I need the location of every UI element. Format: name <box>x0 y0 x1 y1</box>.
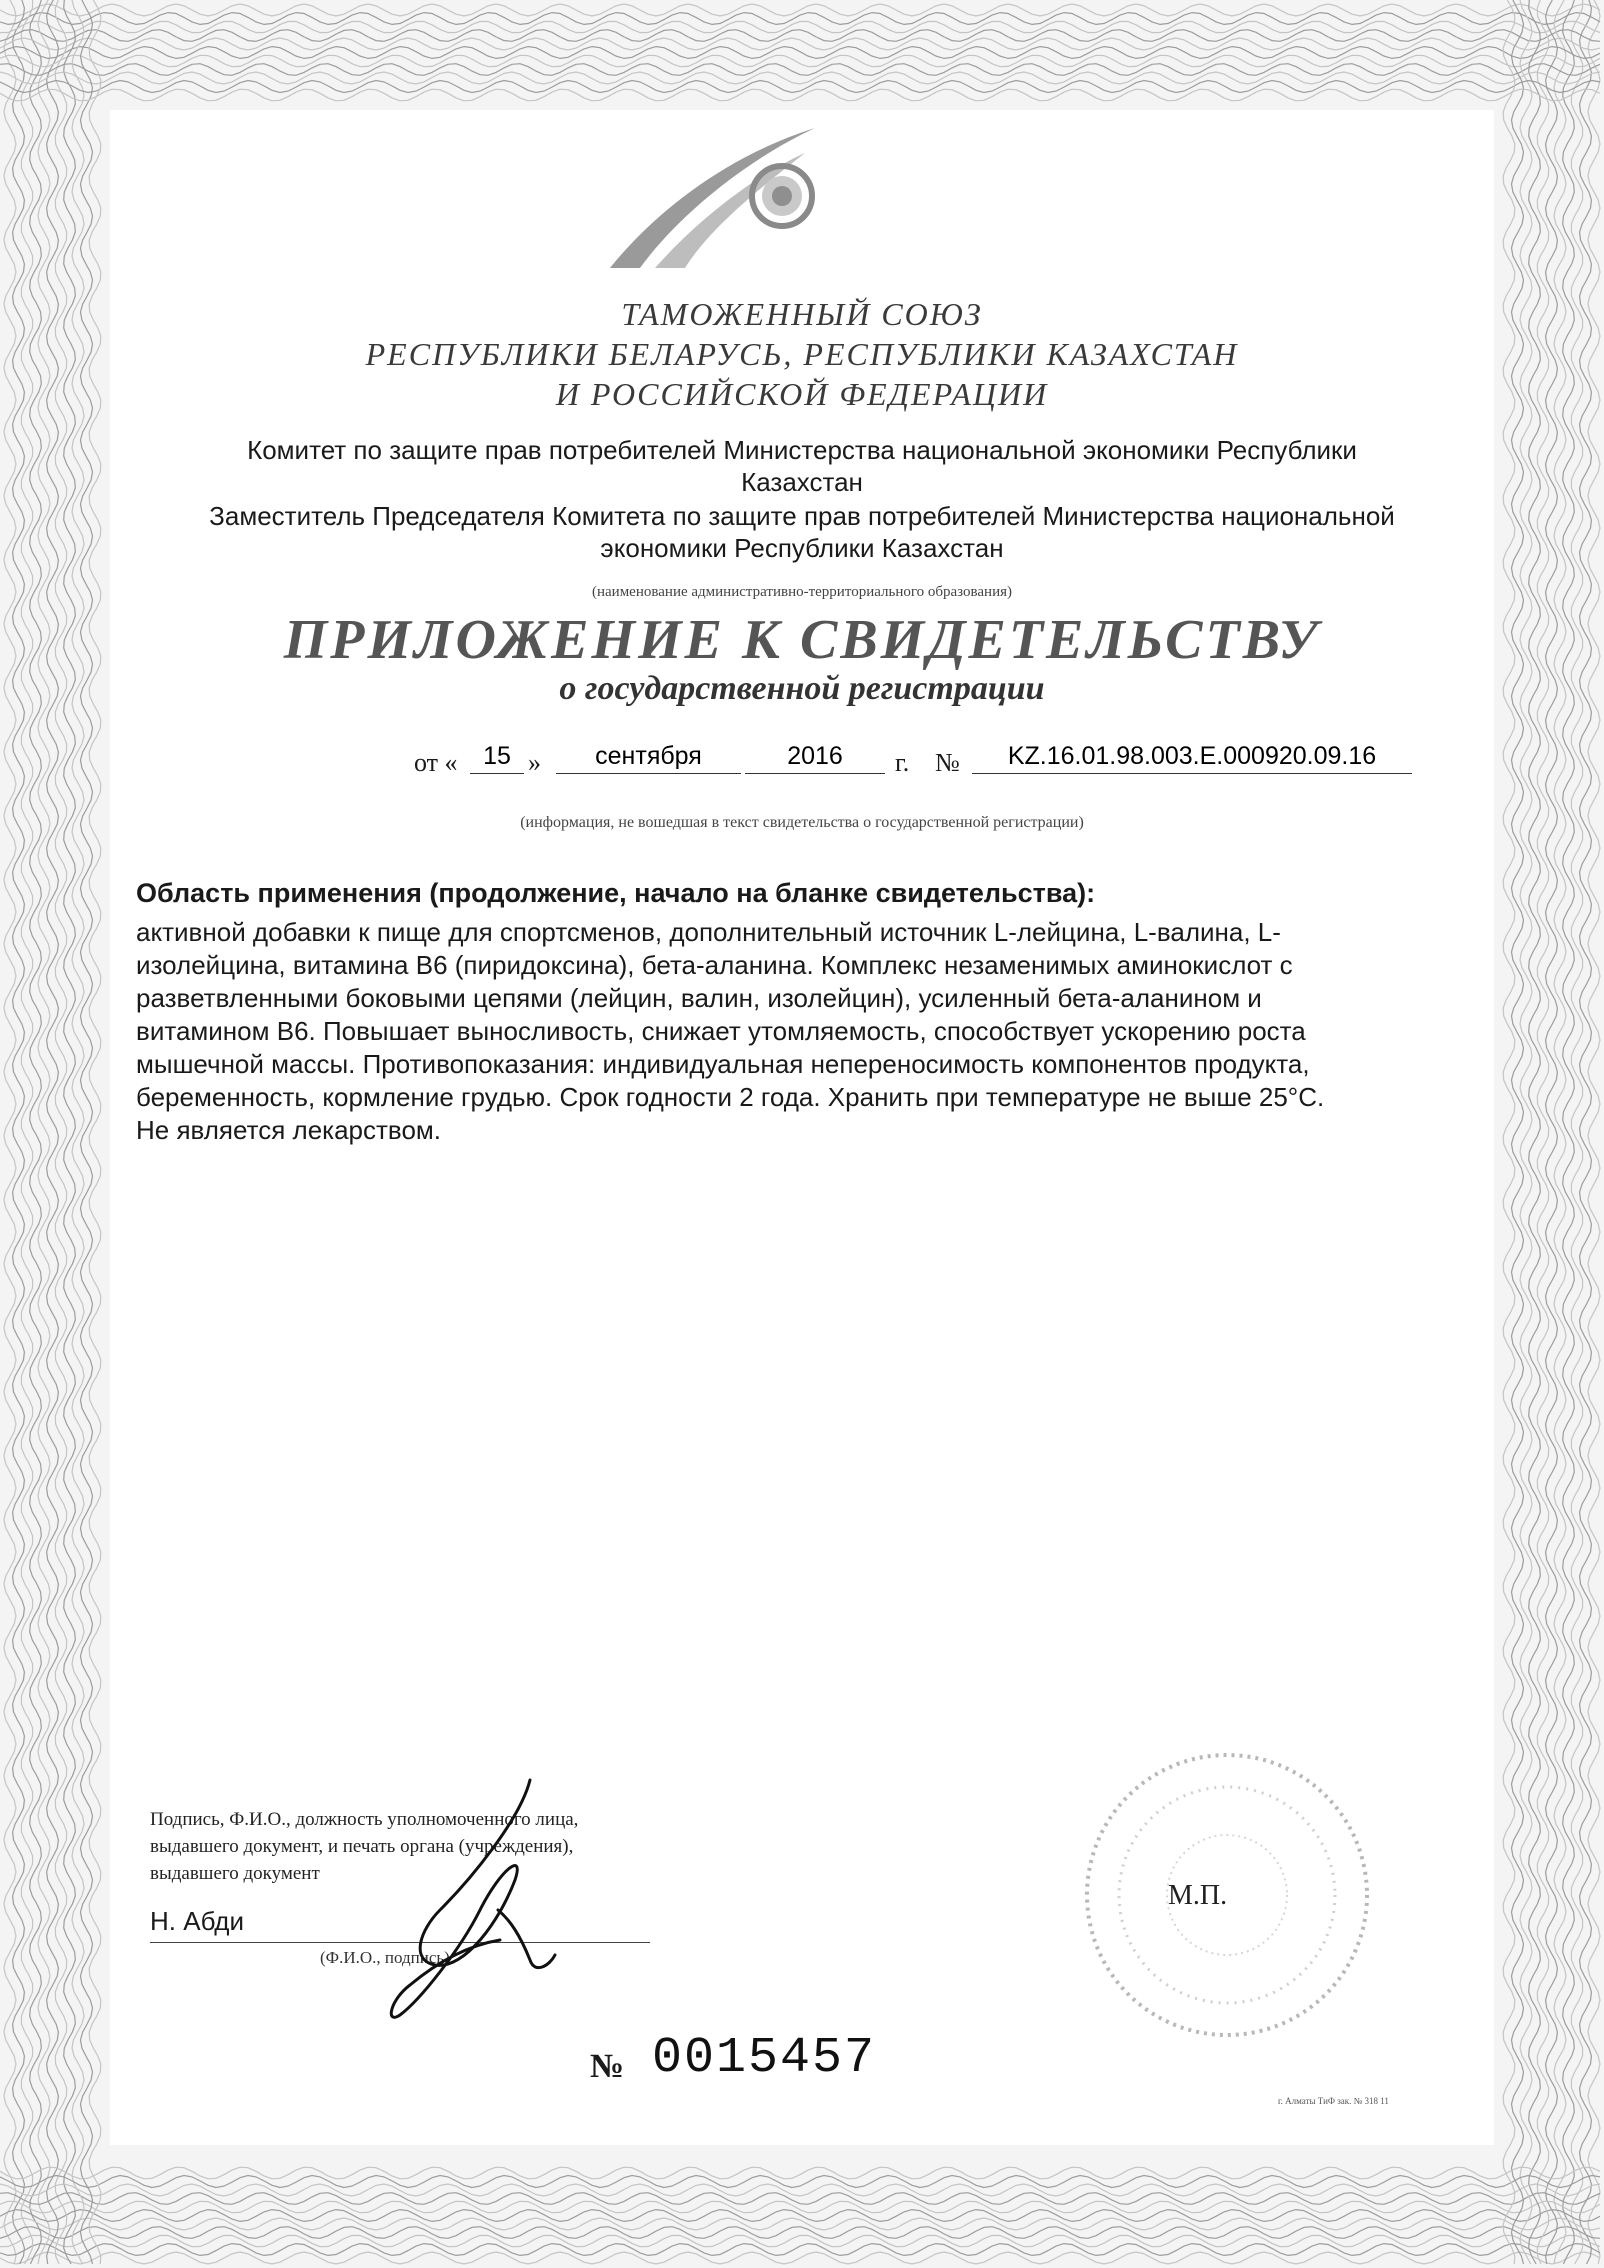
scope-line: беременность, кормление грудью. Срок годности 2 года. Хранить при температуре не выше 25°С. <box>136 1082 1325 1112</box>
guilloche-wave <box>0 2193 1600 2205</box>
guilloche-wave <box>0 2252 1600 2264</box>
guilloche-wave <box>0 81 1600 93</box>
guilloche-wave <box>0 2244 1600 2256</box>
guilloche-wave <box>0 55 1600 66</box>
printer-imprint: г. Алматы ТиФ зак. № 318 11 <box>1278 2096 1389 2106</box>
scope-heading: Область применения (продолжение, начало на бланке свидетельства): <box>136 878 1096 908</box>
scope-line: витамином В6. Повышает выносливость, снижает утомляемость, способствует ускорению роста <box>136 1016 1306 1046</box>
authority-caption: (наименование административно-территориального образования) <box>591 584 1013 600</box>
signature-note-line3: выдавшего документ <box>150 1863 320 1884</box>
signer-name: Н. Абди <box>150 1906 244 1936</box>
guilloche-wave <box>0 64 1600 76</box>
document-title: ПРИЛОЖЕНИЕ К СВИДЕТЕЛЬСТВУ <box>283 609 1321 671</box>
scope-line: изолейцина, витамина В6 (пиридоксина), бета-аланина. Комплекс незаменимых аминокислот с <box>136 950 1293 980</box>
scope-line: разветвленными боковыми цепями (лейцин, валин, изолейцин), усиленный бета-аланином и <box>136 983 1262 1013</box>
guilloche-wave <box>0 13 1600 25</box>
signature-note-line1: Подпись, Ф.И.О., должность уполномоченного лица, <box>150 1809 579 1830</box>
registration-month: сентября <box>556 742 741 774</box>
signature-note-line2: выдавшего документ, и печать органа (учреждения), <box>150 1836 574 1857</box>
guilloche-wave <box>0 2218 1600 2230</box>
handwritten-signature-icon <box>380 1760 580 2040</box>
customs-union-emblem-icon <box>600 118 830 278</box>
registration-year: 2016 <box>745 742 885 774</box>
committee-line2: Казахстан <box>741 467 863 497</box>
scope-line: мышечной массы. Противопоказания: индивидуальная непереносимость компонентов продукта, <box>136 1049 1310 1079</box>
guilloche-wave <box>0 2167 1600 2179</box>
fio-caption: (Ф.И.О., подпись) <box>320 1948 450 1967</box>
union-title-line3: И РОССИЙСКОЙ ФЕДЕРАЦИИ <box>555 376 1049 412</box>
guilloche-wave <box>0 38 1600 50</box>
registration-number: KZ.16.01.98.003.E.000920.09.16 <box>972 742 1412 774</box>
guilloche-wave <box>0 2201 1600 2212</box>
registration-quote-close: » <box>528 748 541 777</box>
form-number-label: № <box>590 2048 625 2085</box>
guilloche-wave <box>0 2176 1600 2188</box>
guilloche-wave <box>0 4 1600 16</box>
committee-line1: Комитет по защите прав потребителей Министерства национальной экономики Республики <box>247 435 1357 465</box>
registration-day: 15 <box>470 742 524 774</box>
registration-caption: (информация, не вошедшая в текст свидетельства о государственной регистрации) <box>520 814 1084 831</box>
document-subtitle: о государственной регистрации <box>559 670 1045 707</box>
stamp-place-label: М.П. <box>1168 1880 1228 1911</box>
registration-year-suffix: г. <box>895 748 910 777</box>
union-title-line2: РЕСПУБЛИКИ БЕЛАРУСЬ, РЕСПУБЛИКИ КАЗАХСТАН <box>365 336 1239 372</box>
registration-from-label: от « <box>414 748 458 777</box>
registration-number-label: № <box>935 748 960 777</box>
scope-line: активной добавки к пище для спортсменов, дополнительный источник L-лейцина, L-валина, L- <box>136 917 1281 947</box>
union-title-line1: ТАМОЖЕННЫЙ СОЮЗ <box>621 296 983 332</box>
scope-line: Не является лекарством. <box>136 1115 442 1145</box>
form-number: 0015457 <box>652 2030 877 2087</box>
deputy-line2: экономики Республики Казахстан <box>600 533 1004 563</box>
deputy-line1: Заместитель Председателя Комитета по защите прав потребителей Министерства национальной <box>209 501 1395 531</box>
